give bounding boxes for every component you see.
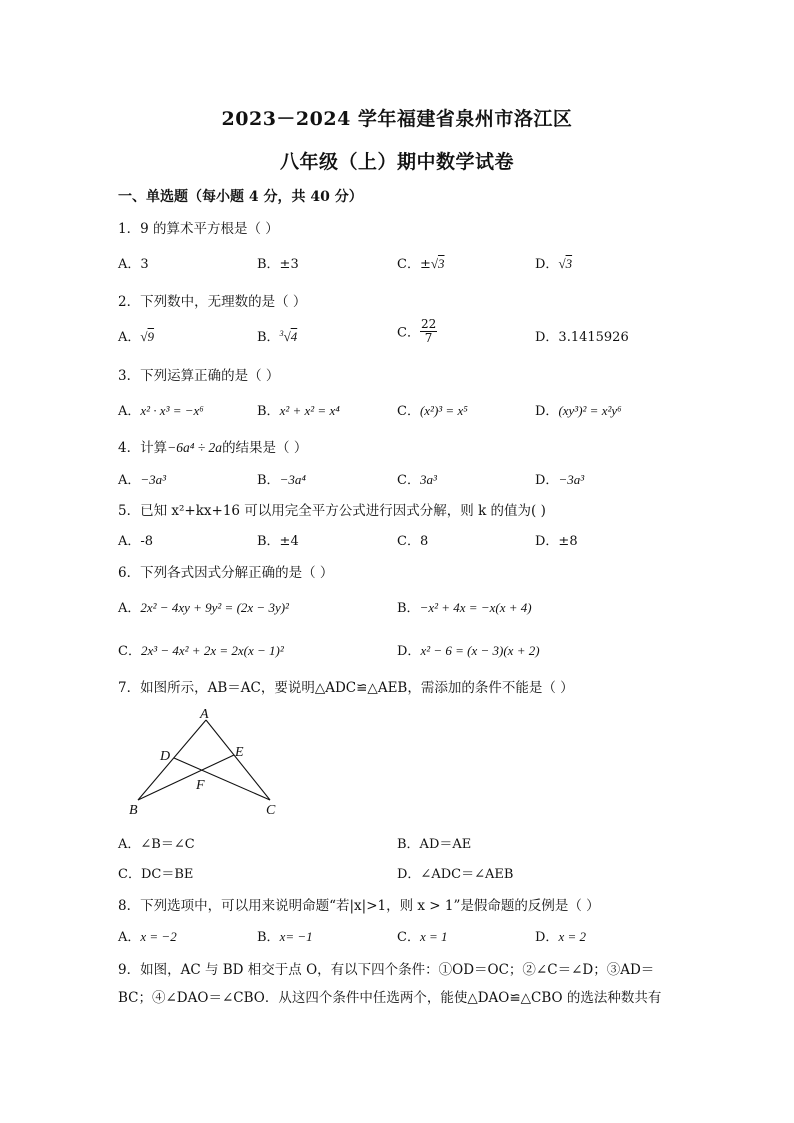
- math-expression: 3a³: [419, 472, 437, 487]
- fraction: [420, 318, 437, 344]
- segment-dc: [174, 758, 270, 800]
- option-a-prefix: A．: [118, 330, 141, 345]
- question-1-stem: 1．9 的算术平方根是（ ）: [118, 221, 279, 237]
- question-6-stem: 6．下列各式因式分解正确的是（ ）: [118, 565, 334, 581]
- math-expression: x² · x³ = −x⁶: [140, 403, 204, 418]
- sqrt-icon: √9: [140, 329, 155, 344]
- question-7-option-c: C．DC＝BE: [118, 867, 194, 882]
- question-7-option-b: B．AD＝AE: [397, 837, 472, 852]
- root-index: 3: [279, 329, 284, 338]
- question-3-stem: 3．下列运算正确的是（ ）: [118, 368, 280, 384]
- question-1-option-c: [397, 253, 444, 272]
- math-expression: x² + x² = x⁴: [279, 403, 340, 418]
- math-expression: 2x² − 4xy + 9y² = (2x − 3y)²: [140, 600, 289, 615]
- question-8-option-a: [118, 926, 177, 945]
- question-6-option-b: [397, 597, 532, 616]
- math-expression: 2x³ − 4x² + 2x = 2x(x − 1)²: [140, 643, 284, 658]
- question-3-option-d: [535, 400, 622, 419]
- label-f: F: [196, 778, 205, 793]
- option-a-prefix: A．: [118, 930, 141, 945]
- sqrt-icon: √3: [558, 256, 573, 271]
- label-c: C: [266, 803, 276, 818]
- question-1-option-d: [535, 253, 572, 272]
- option-b-prefix: B．: [397, 601, 420, 616]
- label-d: D: [160, 749, 171, 764]
- math-expression: x = −2: [140, 929, 177, 944]
- option-a-prefix: A．: [118, 404, 141, 419]
- question-7-option-d: D．∠ADC＝∠AEB: [397, 867, 514, 882]
- radicand: 3: [565, 256, 573, 271]
- math-expression: −x² + 4x = −x(x + 4): [419, 600, 532, 615]
- question-3-option-b: [257, 400, 340, 419]
- question-3-option-c: [397, 400, 468, 419]
- section-heading: 一、单选题（每小题 4 分，共 40 分）: [118, 189, 363, 205]
- question-8-option-d: [535, 926, 586, 945]
- math-expression: x = 1: [419, 929, 448, 944]
- question-5-option-c: C．8: [397, 534, 429, 549]
- numerator: 22: [420, 317, 437, 331]
- question-6-option-c: [118, 640, 284, 659]
- side-ac: [206, 720, 270, 800]
- radicand: 4: [290, 329, 298, 344]
- math-expression: (xy³)² = x²y⁶: [558, 403, 622, 418]
- option-b-prefix: B．: [257, 404, 280, 419]
- option-c-prefix: C．: [397, 404, 420, 419]
- question-5-option-d: D．±8: [535, 534, 578, 549]
- question-9-stem: [118, 956, 678, 1012]
- option-c-prefix: C．: [118, 644, 141, 659]
- option-c-prefix: C．: [397, 930, 420, 945]
- option-c-prefix: C．: [397, 473, 420, 488]
- math-expression: −3a³: [140, 472, 167, 487]
- option-d-prefix: D．: [535, 930, 559, 945]
- option-b-prefix: B．: [257, 330, 280, 345]
- question-2-option-c: [397, 318, 437, 344]
- math-expression: x= −1: [279, 929, 313, 944]
- option-b-prefix: B．: [257, 930, 280, 945]
- question-8-stem: 8．下列选项中，可以用来说明命题“若|x|>1，则 x > 1”是假命题的反例是（ ）: [118, 898, 600, 914]
- question-5-option-b: B．±4: [257, 534, 299, 549]
- question-4-option-b: [257, 469, 306, 488]
- stem-pre: 4．计算: [118, 440, 168, 456]
- question-6-option-a: [118, 597, 289, 616]
- math-expression: −6a⁴ ÷ 2a: [167, 440, 223, 455]
- option-b-prefix: B．: [257, 473, 280, 488]
- question-6-option-d: [397, 640, 540, 659]
- title-line-1: 2023－2024 学年福建省泉州市洛江区: [221, 108, 573, 130]
- question-2-option-b: [257, 326, 297, 345]
- denominator: 7: [424, 330, 433, 345]
- cube-root-icon: $^3$√4: [279, 329, 298, 344]
- label-e: E: [235, 745, 244, 760]
- question-3-option-a: [118, 400, 204, 419]
- math-expression: (x²)³ = x⁵: [419, 403, 468, 418]
- question-2-stem: 2．下列数中，无理数的是（ ）: [118, 294, 307, 310]
- question-8-option-b: [257, 926, 313, 945]
- label-a: A: [200, 707, 209, 722]
- question-2-option-d: D．3.1415926: [535, 330, 629, 345]
- math-expression: x² − 6 = (x − 3)(x + 2): [420, 643, 540, 658]
- option-d-prefix: D．: [535, 257, 559, 272]
- option-c-prefix: C．±: [397, 257, 431, 272]
- question-4-option-c: [397, 469, 437, 488]
- question-5-option-a: A．-8: [118, 534, 154, 549]
- math-expression: −3a⁴: [279, 472, 306, 487]
- title-line-2: 八年级（上）期中数学试卷: [279, 151, 514, 173]
- option-d-prefix: D．: [397, 644, 421, 659]
- triangle-figure: [120, 700, 300, 825]
- question-4-option-d: [535, 469, 584, 488]
- option-a-prefix: A．: [118, 601, 141, 616]
- question-8-option-c: [397, 926, 448, 945]
- radicand: 3: [437, 256, 445, 271]
- question-9-line-1: 9．如图，AC 与 BD 相交于点 O，有以下四个条件：①OD＝OC；②∠C＝∠D；③AD＝: [118, 962, 655, 978]
- option-a-prefix: A．: [118, 473, 141, 488]
- question-7-option-a: A．∠B＝∠C: [118, 837, 195, 852]
- question-1-option-a: A．3: [118, 257, 149, 272]
- math-expression: x = 2: [558, 929, 586, 944]
- question-1-option-b: B．±3: [257, 257, 299, 272]
- sqrt-icon: √3: [430, 256, 445, 271]
- question-9-line-2: BC；④∠DAO＝∠CBO．从这四个条件中任选两个，能使△DAO≌△CBO 的选法种数共有: [118, 990, 662, 1006]
- question-2-option-a: [118, 326, 154, 345]
- radicand: 9: [147, 329, 155, 344]
- option-d-prefix: D．: [535, 473, 559, 488]
- option-c-prefix: C．: [397, 325, 420, 341]
- math-expression: −3a³: [558, 472, 585, 487]
- label-b: B: [129, 803, 138, 818]
- stem-post: 的结果是（ ）: [222, 440, 308, 456]
- question-5-stem: 5．已知 x²+kx+16 可以用完全平方公式进行因式分解，则 k 的值为( ): [118, 503, 546, 519]
- option-d-prefix: D．: [535, 404, 559, 419]
- question-7-stem: 7．如图所示，AB＝AC，要说明△ADC≌△AEB，需添加的条件不能是（ ）: [118, 680, 574, 696]
- question-4-option-a: [118, 469, 166, 488]
- question-4-stem: [118, 436, 307, 456]
